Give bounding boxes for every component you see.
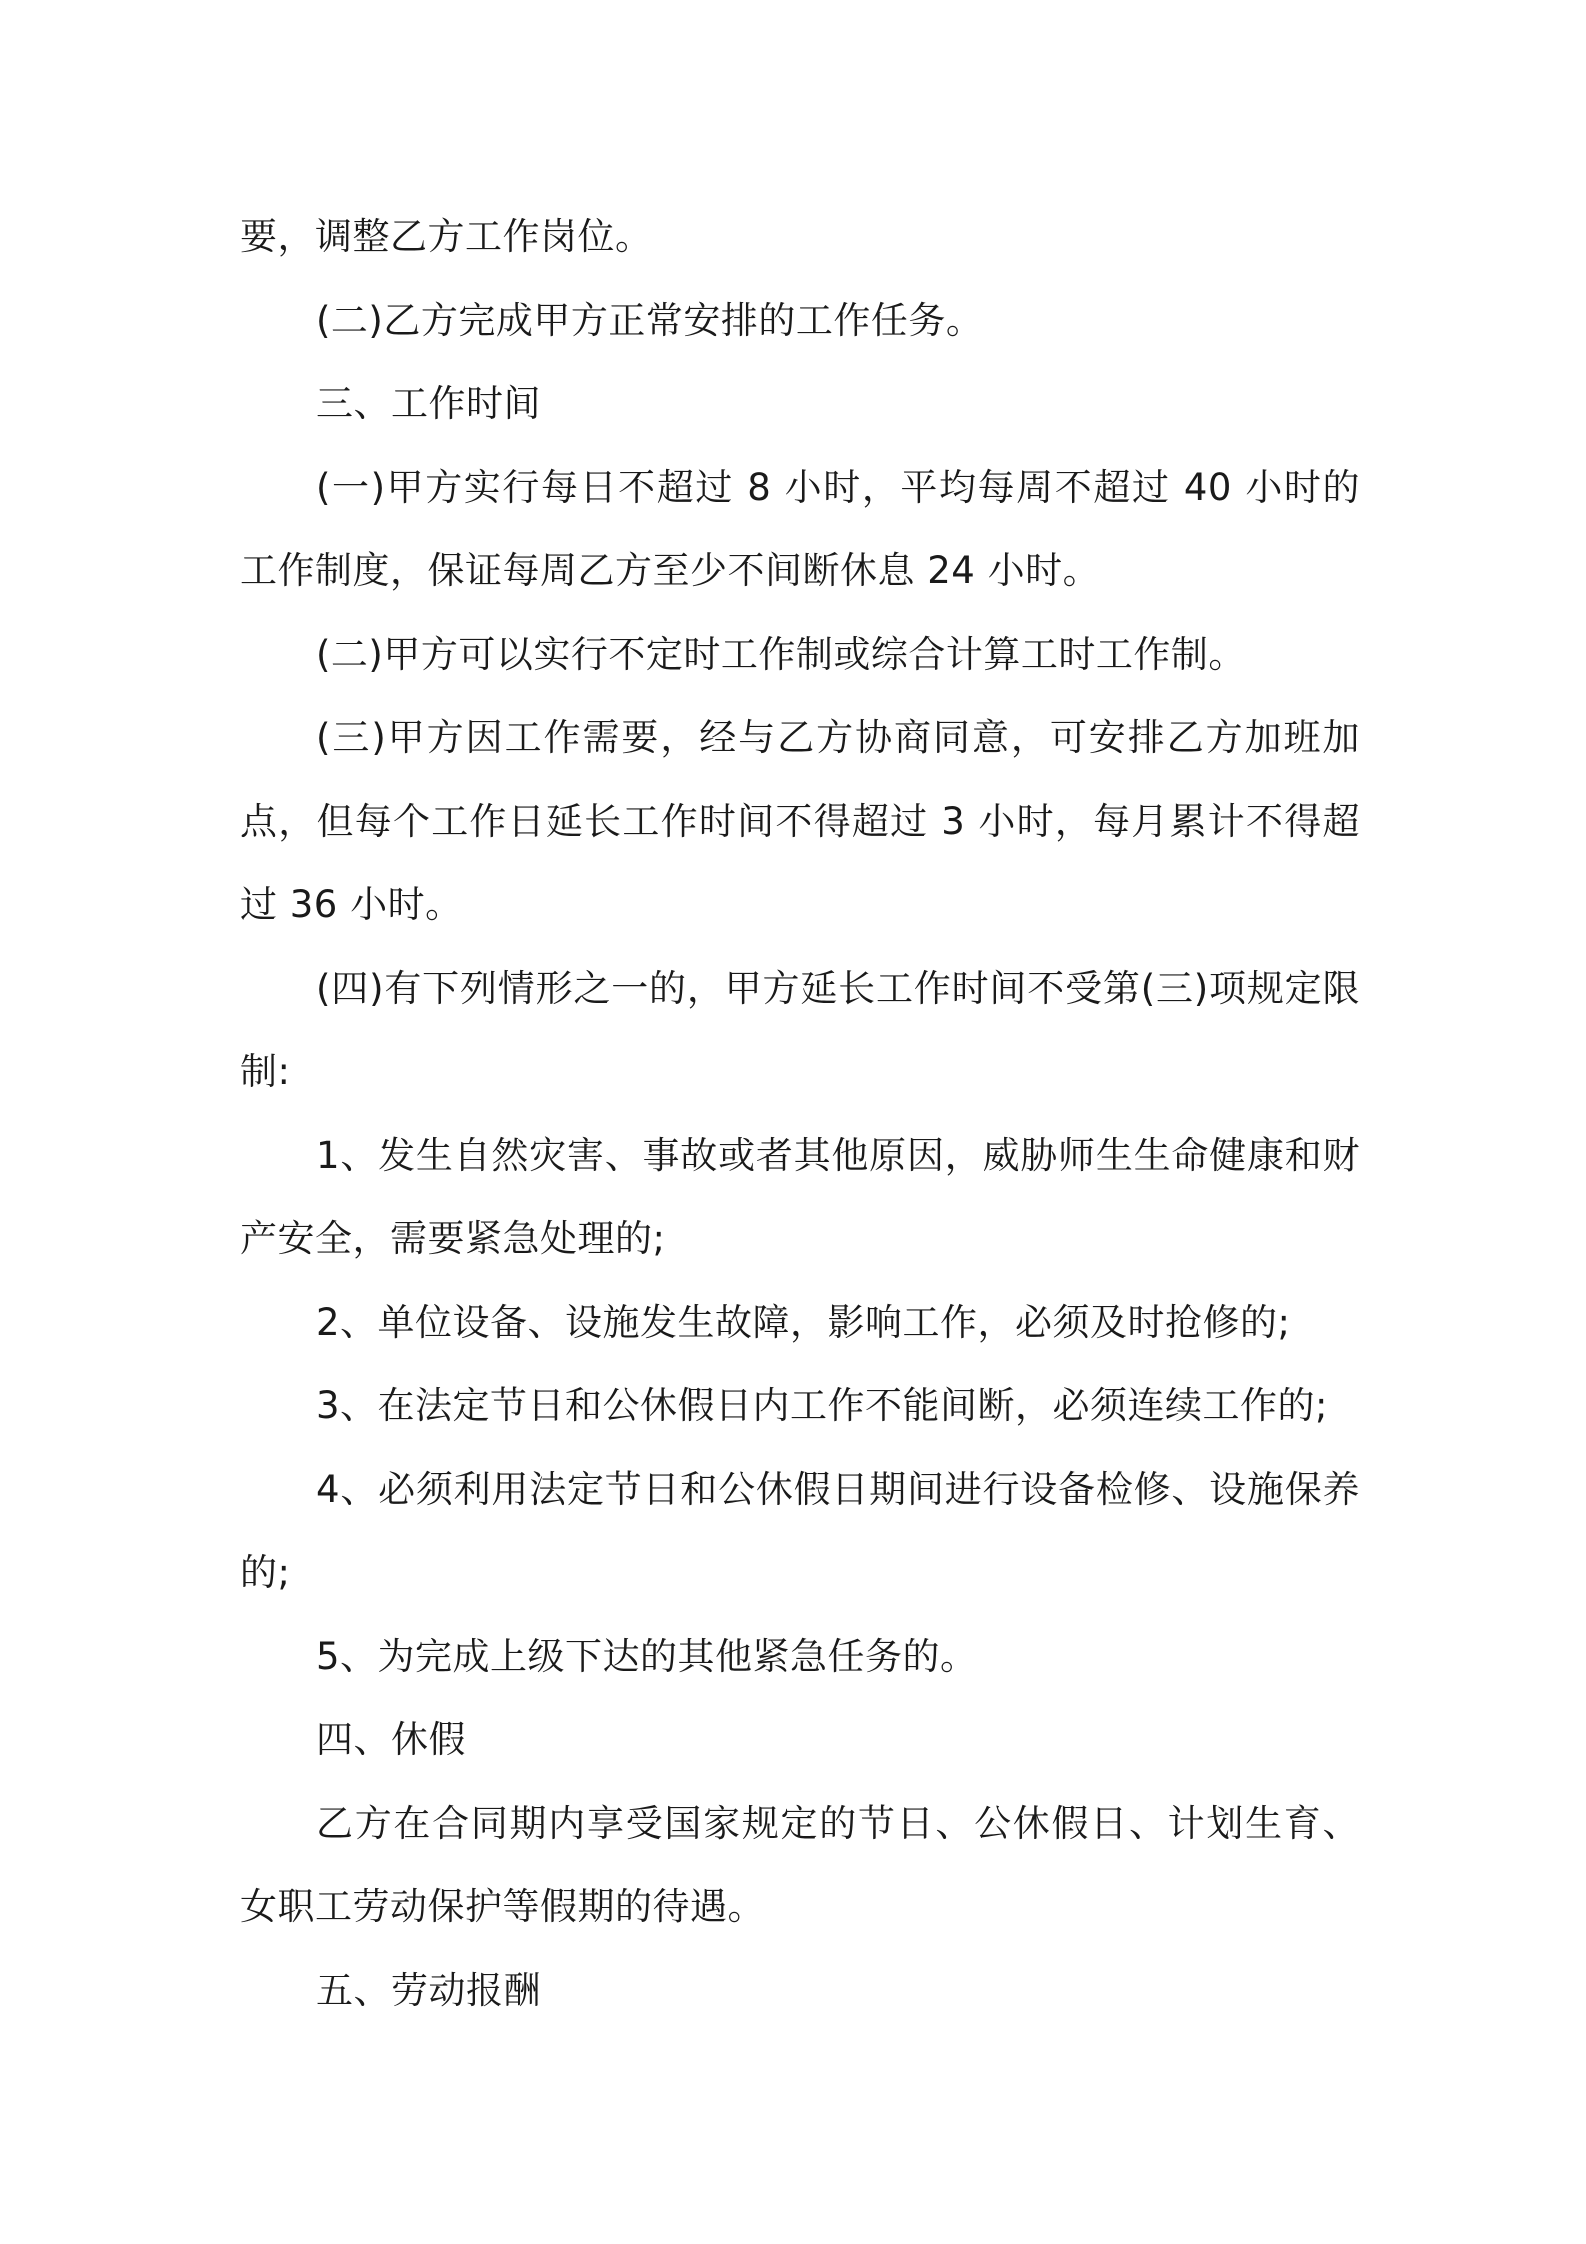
paragraph-clause-3-2: (二)甲方可以实行不定时工作制或综合计算工时工作制。 [316,632,1246,676]
list-item-1: 1、发生自然灾害、事故或者其他原因，威胁师生生命健康和财产安全，需要紧急处理的; [240,1133,1360,1260]
document-body [240,195,1360,2032]
paragraph-clause-3-3: (三)甲方因工作需要，经与乙方协商同意，可安排乙方加班加点，但每个工作日延长工作时间不得超过 3 小时，每月累计不得超过 36 小时。 [240,716,1360,926]
list-item-3: 3、在法定节日和公休假日内工作不能间断，必须连续工作的; [316,1384,1329,1427]
paragraph-clause-2-2: (二)乙方完成甲方正常安排的工作任务。 [316,298,984,342]
paragraph-clause-3-4: (四)有下列情形之一的，甲方延长工作时间不受第(三)项规定限制: [240,966,1360,1093]
list-item-4: 4、必须利用法定节日和公休假日期间进行设备检修、设施保养的; [240,1467,1360,1594]
paragraph-clause-3-1: (一)甲方实行每日不超过 8 小时，平均每周不超过 40 小时的工作制度，保证每周乙方至少不间断休息 24 小时。 [240,465,1360,592]
list-item-5: 5、为完成上级下达的其他紧急任务的。 [316,1634,978,1678]
paragraph-continuation: 要，调整乙方工作岗位。 [240,215,653,258]
section-heading-leave: 四、休假 [316,1718,466,1761]
section-heading-working-hours: 三、工作时间 [316,382,541,425]
paragraph-leave: 乙方在合同期内享受国家规定的节日、公休假日、计划生育、女职工劳动保护等假期的待遇。 [240,1801,1360,1928]
list-item-2: 2、单位设备、设施发生故障，影响工作，必须及时抢修的; [316,1300,1291,1344]
section-heading-remuneration: 五、劳动报酬 [316,1968,541,2012]
